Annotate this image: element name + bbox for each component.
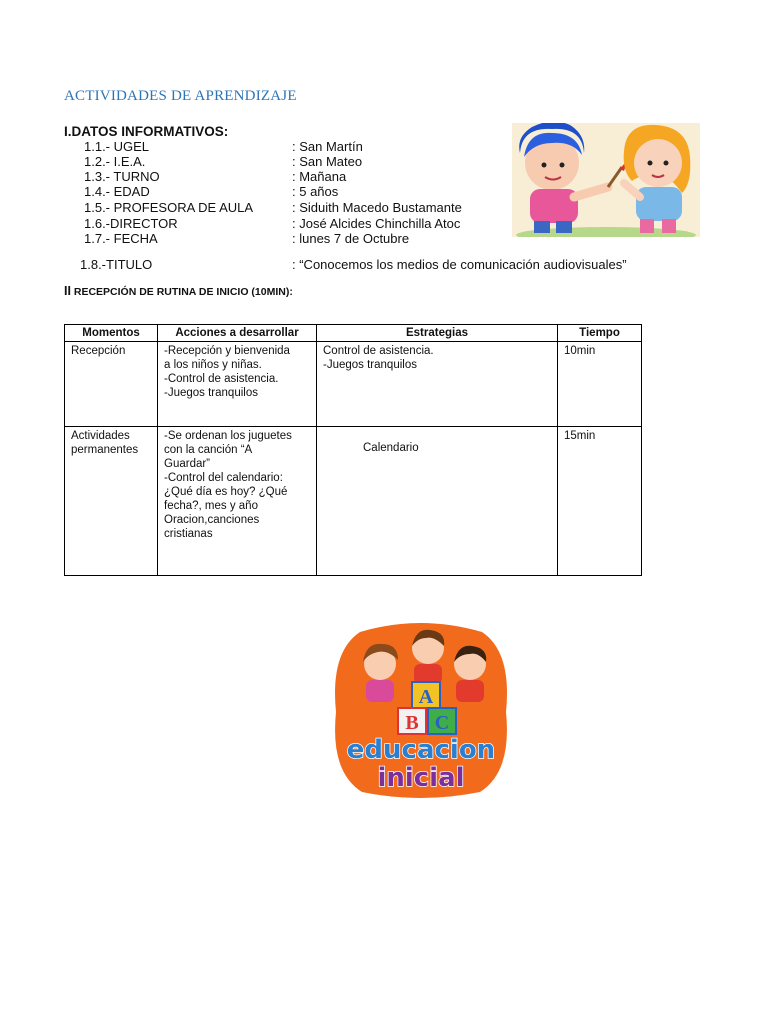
cell-actions: -Se ordenan los juguetes con la canción “A Guardar” -Control del calendario: ¿Qué día es hoy? ¿Qué fecha?, mes y año Oracion,canciones cristianas [158,427,317,576]
routine-table [64,324,642,576]
info-label: 1.7.- FECHA [84,231,158,246]
section-heading-datos: I.DATOS INFORMATIVOS: [64,124,229,139]
cell-time: 10min [558,342,642,427]
page-title: ACTIVIDADES DE APRENDIZAJE [64,88,297,104]
section-heading-recepcion [64,284,293,298]
section-title: RECEPCIÓN DE RUTINA DE INICIO (10MIN): [70,286,293,298]
cell-actions: -Recepción y bienvenida a los niños y niñas. -Control de asistencia. -Juegos tranquilos [158,342,317,427]
info-label: 1.2.- I.E.A. [84,154,146,169]
info-value: : San Martín [292,139,363,154]
info-value: : “Conocemos los medios de comunicación audiovisuales” [292,257,627,272]
cell-moment: Actividades permanentes [65,427,158,576]
table-row [65,342,642,427]
info-value: : Mañana [292,169,347,184]
children-painting-illustration [512,123,700,237]
table-header-row [65,325,642,342]
col-header-momentos: Momentos [65,325,158,342]
strategy-calendario: Calendario [363,442,419,454]
col-header-estrategias: Estrategias [317,325,558,342]
cell-moment: Recepción [65,342,158,427]
info-label: 1.4.- EDAD [84,184,150,199]
info-label: 1.3.- TURNO [84,169,160,184]
cell-strategies: Control de asistencia. -Juegos tranquilos [317,342,558,427]
info-value: : 5 años [292,184,339,199]
block-c: C [434,712,450,734]
info-value: : Siduith Macedo Bustamante [292,200,462,215]
logo-text-educacion: educacion [346,735,496,765]
col-header-acciones: Acciones a desarrollar [158,325,317,342]
logo-text-inicial: inicial [377,763,465,793]
section-number: II [64,284,71,298]
info-value: : José Alcides Chinchilla Atoc [292,216,461,231]
col-header-tiempo: Tiempo [558,325,642,342]
block-b: B [405,712,419,734]
info-label: 1.5.- PROFESORA DE AULA [84,200,254,215]
info-label: 1.8.-TITULO [80,257,153,272]
educacion-inicial-logo [330,622,512,798]
cell-time: 15min [558,427,642,576]
info-label: 1.6.-DIRECTOR [84,216,178,231]
block-a: A [418,686,434,708]
info-value: : lunes 7 de Octubre [292,231,410,246]
info-value: : San Mateo [292,154,363,169]
table-row [65,427,642,576]
cell-strategies [317,427,558,576]
info-label: 1.1.- UGEL [84,139,150,154]
